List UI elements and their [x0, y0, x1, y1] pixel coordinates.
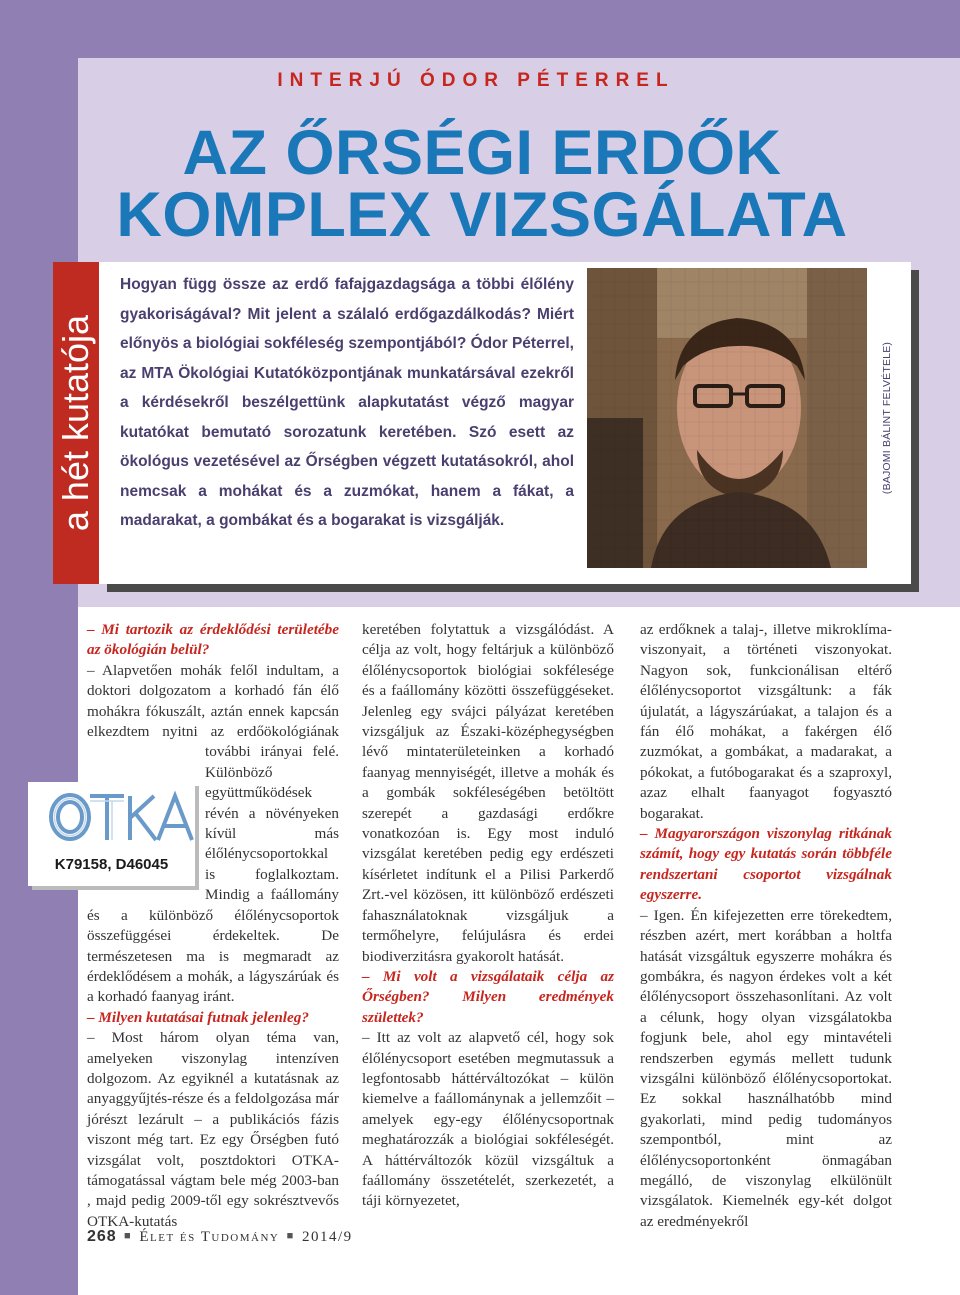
answer: – Most három olyan téma van, amelyeken viszonylag intenzíven dolgozom. Az egyiknél a kutatásnak az anyaggyűjtés-része és a feldolgozása már jórészt lezárult – a publikációs fázis viszont még tart. Ez egy Őrségben futó vizsgálat volt, posztdoktori OTKA-támogatással vágtam bele még 2003-ban , majd pedig 2009-től egy sokrésztvevős OTKA-kutatás	[87, 1029, 339, 1230]
question: – Mi tartozik az érdeklődési területébe az ökológián belül?	[87, 621, 339, 659]
question: – Milyen kutatásai futnak jelenleg?	[87, 1008, 309, 1026]
article-title	[78, 118, 886, 250]
bullet-separator: ■	[286, 1230, 295, 1242]
left-purple-band	[0, 0, 78, 1295]
otka-box	[28, 782, 195, 886]
title-line-2: KOMPLEX VIZSGÁLATA	[116, 180, 848, 250]
title-line-1: AZ ŐRSÉGI ERDŐK	[182, 118, 782, 188]
page-footer	[87, 1228, 353, 1246]
bullet-separator: ■	[123, 1230, 133, 1242]
answer: – Alapvetően mohák felől indultam, a doktori dolgozatom a korhadó fán élő mohákra fókuszált, aztán ennek kapcsán elkezdtem nyitni az erdőökológiának további irányai felé. Különböző együttműködések révén a növényeken kívül más élőlénycsoportokkal is foglalkoztam. Mindig a faállomány és a különböző élőlénycsoportok összefüggései érdekeltek. De természetesen ma is megmaradt az érdeklődésem a mohák, a lágyszárúak és a korhadó faanyag iránt.	[87, 661, 339, 1006]
answer: – Itt az volt az alapvető cél, hogy sok élőlénycsoport esetében megmutassuk a legfontosabb háttérváltozókat – külön kiemelve a faállománynak a jellemzőit – amelyek egy-egy élőlénycsoportnak meghatározzák a biológiai sokféleségét. A háttérváltozók közül vizsgáltuk a faállomány összetételét, szerkezetét, a táji környezetet,	[362, 1029, 614, 1210]
photo-credit: (BAJOMI BÁLINT FELVÉTELE)	[881, 341, 893, 495]
column-1	[87, 620, 339, 1232]
answer: keretében folytattuk a vizsgálódást. A célja az volt, hogy feltárjuk a különböző élőlénycsoportok biológiai sokfélesége és a faállomány közötti összefüggéseket. Jelenleg egy svájci pályázat keretében vizsgáljuk az Északi-középhegységben lévő mintaterületeinken a korhadó faanyag mennyiségét, illetve a mohák és a gombák sokféleségében betöltött szerepét a gazdasági erdőkre vonatkozóan is. Egy most induló vizsgálat keretében pedig egy erdészeti kísérletet indítunk el a Pilisi Parkerdő Zrt.-vel közösen, itt különböző erdészeti fahasználatoknak vizsgáljuk a termőhelyre, felújulásra és erdei biodiverzitásra gyakorolt hatását.	[362, 621, 614, 965]
column-2	[362, 620, 614, 1212]
issue-number: 2014/9	[302, 1229, 353, 1245]
question: – Magyarországon viszonylag ritkának számít, hogy egy kutatás során többféle rendszertani csoportot vizsgálnak egyszerre.	[640, 825, 892, 904]
otka-codes: K79158, D46045	[54, 856, 169, 873]
answer: – Igen. Én kifejezetten erre törekedtem, részben azért, mert korábban a holtfa hatását vizsgáltuk egyszerre mohákra és gombákra, és nagyon érdekes volt a két élőlénycsoport összehasonlítani. Az volt a célunk, hogy olyan vizsgálatokba fogjunk bele, ahol egy mintavételi rendszerben egymás mellett tudunk vizsgálni különböző élőlénycsoportokat. Ez sokkal használhatóbb mind gyakorlati, mind pedig tudományos szempontból, mint az élőlénycsoportonként önmagában megálló, de viszonylag elkülönült vizsgálatok. Kiemelnék egy-két dolgot az eredményekről	[640, 906, 892, 1230]
magazine-name: Élet és Tudomány	[139, 1229, 280, 1245]
portrait-photo	[587, 268, 867, 568]
column-3	[640, 620, 892, 1232]
portrait-image	[587, 268, 867, 568]
question: – Mi volt a vizsgálataik célja az Őrségben? Milyen eredmények születtek?	[362, 967, 614, 1026]
page-number: 268	[87, 1228, 117, 1245]
kicker: INTERJÚ ÓDOR PÉTERREL	[277, 70, 675, 91]
section-tab-label: a hét kutatója	[55, 314, 96, 532]
answer: az erdőknek a talaj-, illetve mikroklíma-viszonyait, a történeti viszonyokat. Nagyon sok, funkcionálisan eltérő élőlénycsoportot vizsgáltunk: a fák újulatát, a lágyszárúakat, a talajon és a fán élő mohákat, a fakérgen élő zuzmókat, a gombákat, a madarakat, a pókokat, a futóbogarakat és a szaproxyl, azaz elhalt faanyagot fogyasztó bogarakat.	[640, 621, 892, 822]
lead-paragraph: Hogyan függ össze az erdő fafajgazdagsága a többi élőlény gyakoriságával? Mit jelent a szálaló erdőgazdálkodás? Miért előnyös a biológiai sokféleség szempontjából? Ódor Péterrel, az MTA Ökológiai Kutatóközpontjának munkatársával ezekről a kérdésekről beszélgettünk alapkutatást végző magyar kutatókat bemutató sorozatunk keretében. Szó esett az ökológus vezetésével az Őrségben végzett kutatásokról, ahol nemcsak a mohákat és a zuzmókat, hanem a fákat, a madarakat, a gombákat és a bogarakat is vizsgálják.	[120, 276, 574, 529]
otka-logo-icon	[46, 788, 195, 846]
